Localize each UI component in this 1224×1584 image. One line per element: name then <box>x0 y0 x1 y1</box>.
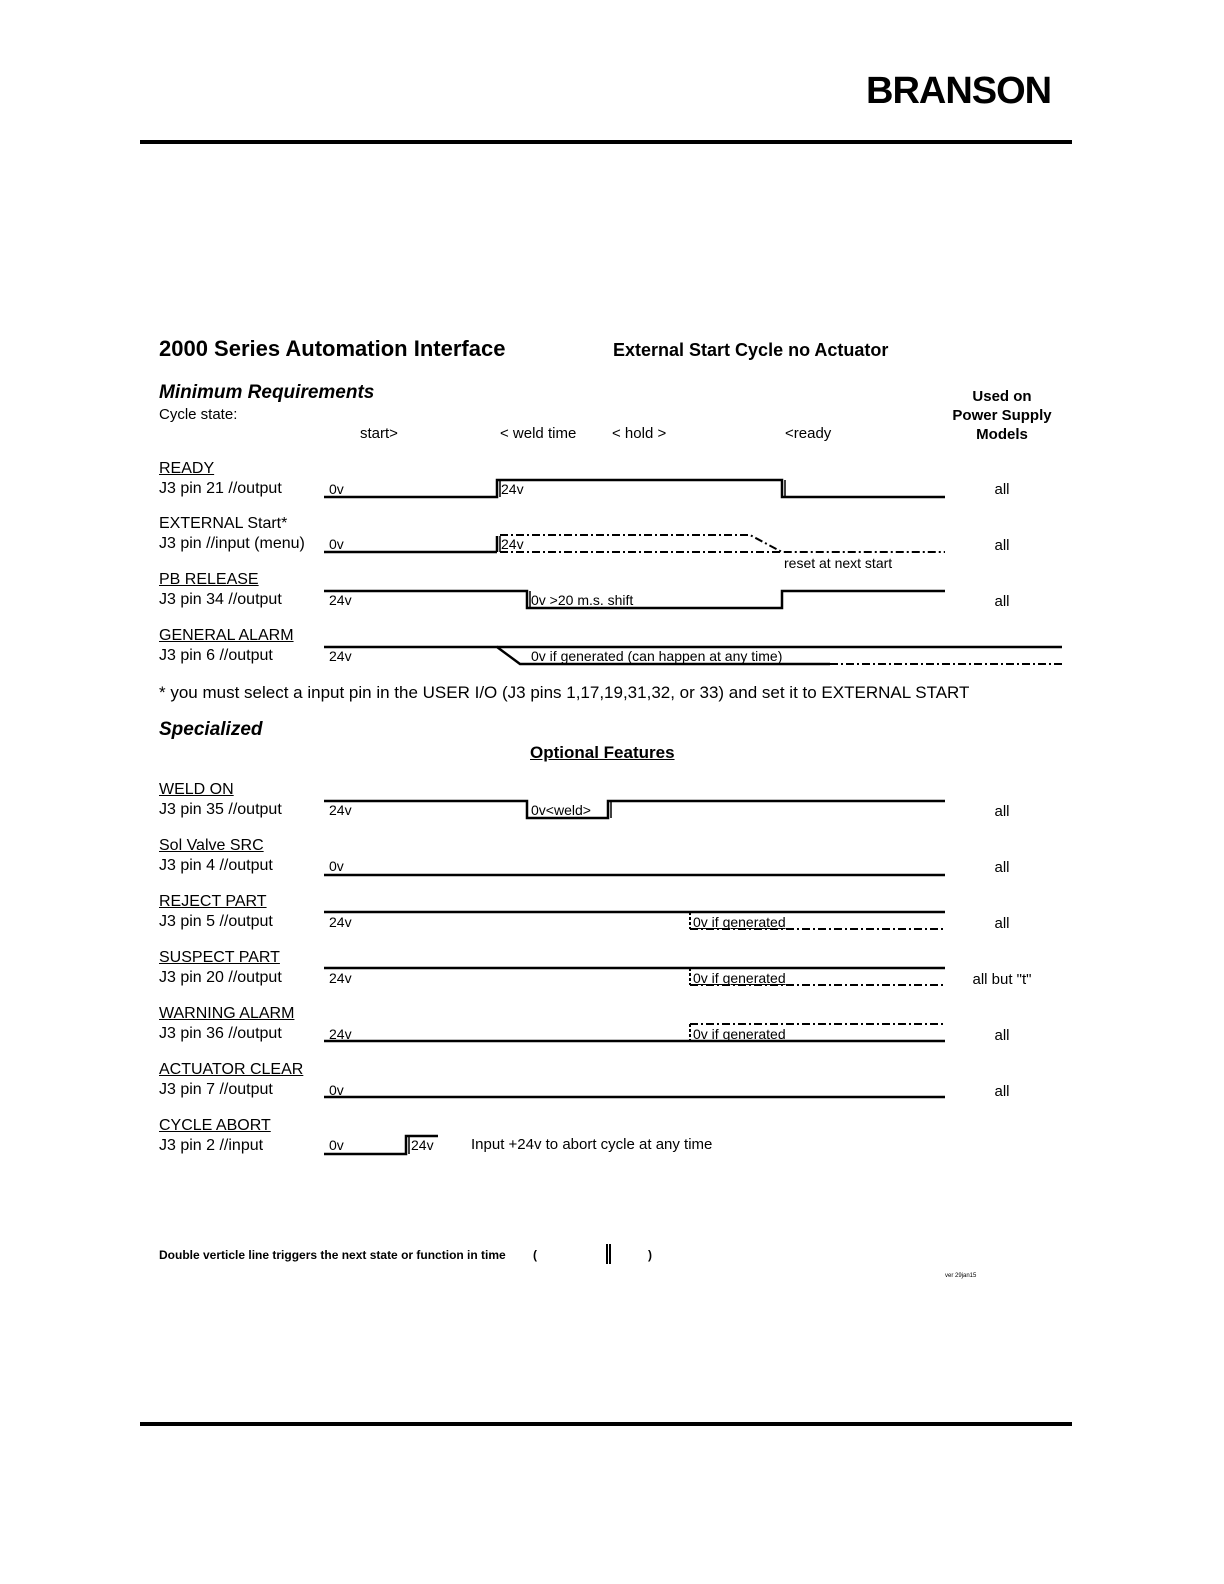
warning-alarm-label-high: 24v <box>329 1026 352 1042</box>
models-header-3: Models <box>976 426 1028 443</box>
state-hold: < hold > <box>612 425 667 442</box>
waveform-ready <box>324 480 945 497</box>
pb-release-models: all <box>994 593 1010 610</box>
page-title: 2000 Series Automation Interface <box>159 336 506 361</box>
weld-on-label-low: 0v<weld> <box>531 802 591 818</box>
signal-name-general-alarm: GENERAL ALARM <box>159 627 294 644</box>
waveform-reject-part <box>324 912 945 929</box>
signal-name-reject-part: REJECT PART <box>159 893 267 910</box>
section-minimum-requirements: Minimum Requirements <box>159 382 375 403</box>
optional-features-heading: Optional Features <box>530 743 675 762</box>
signal-pin-suspect-part: J3 pin 20 //output <box>159 969 282 986</box>
signal-name-warning-alarm: WARNING ALARM <box>159 1005 295 1022</box>
revision-stamp: ver 29jan15 <box>945 1273 977 1279</box>
cycle-state-label: Cycle state: <box>159 406 238 423</box>
waveform-weld-on <box>324 801 945 818</box>
state-start: start> <box>360 425 398 442</box>
footnote-close-paren: ) <box>648 1248 652 1262</box>
weld-on-label-high: 24v <box>329 802 352 818</box>
signal-pin-ready: J3 pin 21 //output <box>159 480 282 497</box>
waveform-external-start <box>324 535 945 552</box>
signal-pin-general-alarm: J3 pin 6 //output <box>159 647 273 664</box>
signal-pin-reject-part: J3 pin 5 //output <box>159 913 273 930</box>
signal-pin-external-start: J3 pin //input (menu) <box>159 535 305 552</box>
suspect-part-label-high: 24v <box>329 970 352 986</box>
signal-name-cycle-abort: CYCLE ABORT <box>159 1117 271 1134</box>
section-specialized: Specialized <box>159 719 263 740</box>
state-ready: <ready <box>785 425 832 442</box>
general-alarm-label-low: 0v if generated (can happen at any time) <box>531 648 783 664</box>
warning-alarm-label-low: 0v if generated <box>693 1026 786 1042</box>
page-subtitle: External Start Cycle no Actuator <box>613 340 889 360</box>
branson-logo: BRANSON <box>866 70 1052 112</box>
external-start-label-low: 0v <box>329 536 344 552</box>
signal-name-sol-valve: Sol Valve SRC <box>159 837 264 854</box>
reject-part-label-low: 0v if generated <box>693 914 786 930</box>
waveform-suspect-part <box>324 968 945 985</box>
pb-release-label-low: 0v >20 m.s. shift <box>531 592 634 608</box>
ready-label-low: 0v <box>329 481 344 497</box>
signal-pin-weld-on: J3 pin 35 //output <box>159 801 282 818</box>
waveform-warning-alarm <box>324 1024 945 1041</box>
cycle-abort-label-low: 0v <box>329 1137 344 1153</box>
signal-pin-warning-alarm: J3 pin 36 //output <box>159 1025 282 1042</box>
suspect-part-models: all but "t" <box>972 971 1032 988</box>
double-line-symbol <box>607 1244 610 1264</box>
waveform-cycle-abort <box>324 1136 438 1154</box>
models-header-2: Power Supply <box>952 407 1052 424</box>
reject-part-models: all <box>994 915 1010 932</box>
ready-models: all <box>994 481 1010 498</box>
actuator-clear-models: all <box>994 1083 1010 1100</box>
warning-alarm-models: all <box>994 1027 1010 1044</box>
external-start-models: all <box>994 537 1010 554</box>
signal-name-external-start: EXTERNAL Start* <box>159 515 288 532</box>
signal-pin-sol-valve: J3 pin 4 //output <box>159 857 273 874</box>
signal-pin-actuator-clear: J3 pin 7 //output <box>159 1081 273 1098</box>
signal-pin-cycle-abort: J3 pin 2 //input <box>159 1137 264 1154</box>
footnote-open-paren: ( <box>533 1248 537 1262</box>
waveform-general-alarm <box>324 647 1062 664</box>
signal-name-actuator-clear: ACTUATOR CLEAR <box>159 1061 304 1078</box>
waveform-pb-release <box>324 591 945 608</box>
sol-valve-label-low: 0v <box>329 858 344 874</box>
models-header-1: Used on <box>972 388 1032 405</box>
cycle-abort-label-high: 24v <box>411 1137 434 1153</box>
weld-on-models: all <box>994 803 1010 820</box>
cycle-abort-note: Input +24v to abort cycle at any time <box>471 1136 713 1153</box>
signal-name-ready: READY <box>159 460 215 477</box>
ready-label-high: 24v <box>501 481 524 497</box>
trigger-footnote: Double verticle line triggers the next state or function in time <box>159 1248 506 1262</box>
reject-part-label-high: 24v <box>329 914 352 930</box>
signal-name-suspect-part: SUSPECT PART <box>159 949 280 966</box>
signal-name-pb-release: PB RELEASE <box>159 571 259 588</box>
signal-pin-pb-release: J3 pin 34 //output <box>159 591 282 608</box>
state-weld-time: < weld time <box>500 425 577 442</box>
signal-name-weld-on: WELD ON <box>159 781 234 798</box>
pb-release-label-high: 24v <box>329 592 352 608</box>
actuator-clear-label-low: 0v <box>329 1082 344 1098</box>
external-start-footnote: * you must select a input pin in the USER I/O (J3 pins 1,17,19,31,32, or 33) and set it to EXTERNAL START <box>159 683 970 702</box>
sol-valve-models: all <box>994 859 1010 876</box>
external-start-label-high: 24v <box>501 536 524 552</box>
general-alarm-label-high: 24v <box>329 648 352 664</box>
suspect-part-label-low: 0v if generated <box>693 970 786 986</box>
external-start-reset-note: reset at next start <box>784 555 893 571</box>
